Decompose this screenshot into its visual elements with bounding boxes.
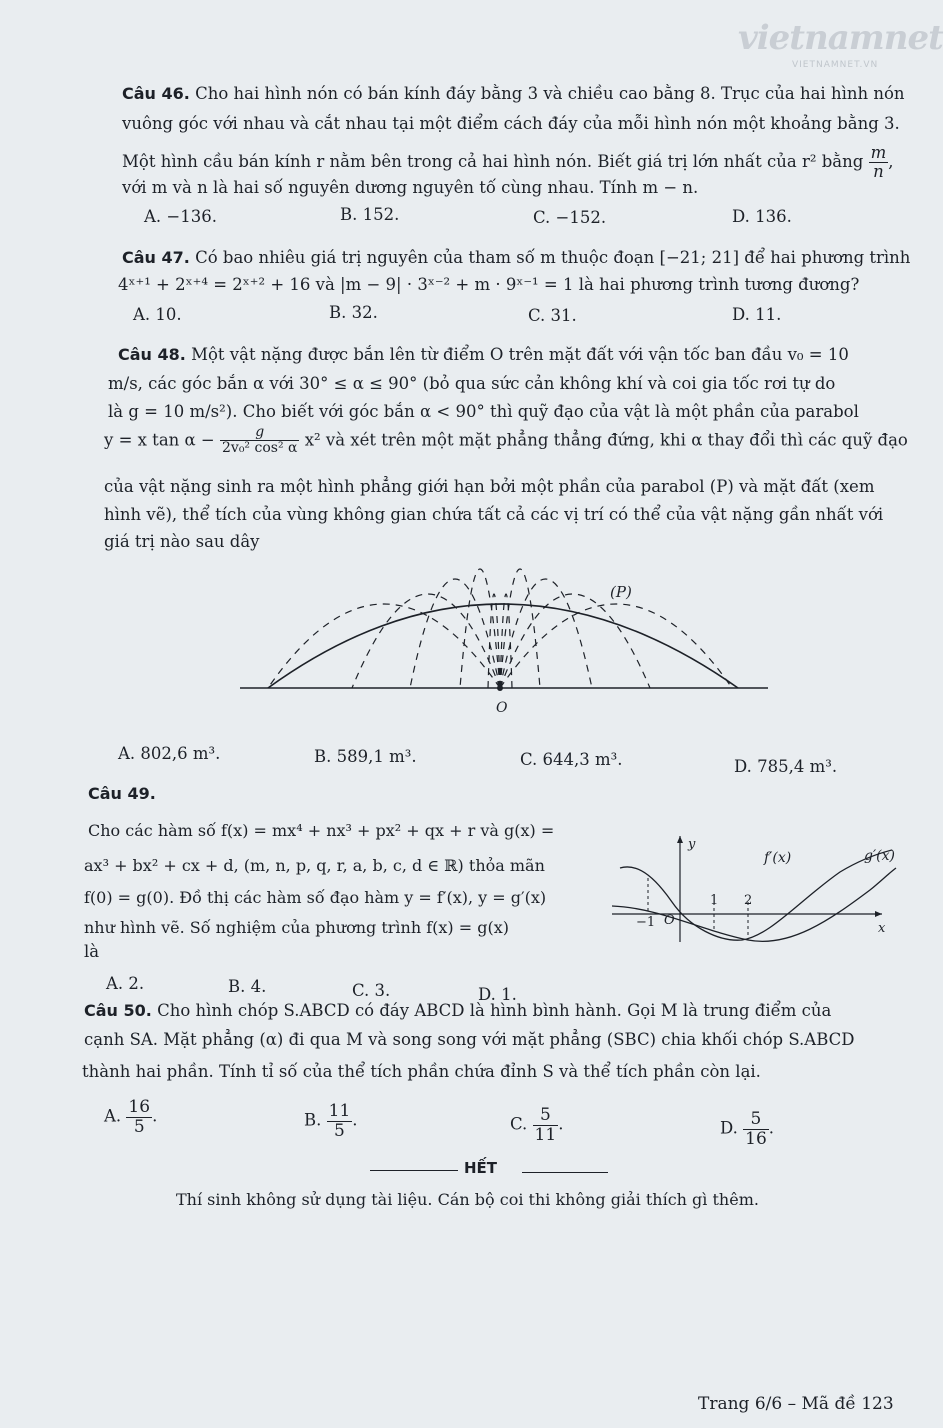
q49-line3: f(0) = g(0). Đồ thị các hàm số đạo hàm y = f′(x), y = g′(x): [84, 888, 547, 907]
end-marker: HẾT: [464, 1159, 498, 1177]
q50-text1: Cho hình chóp S.ABCD có đáy ABCD là hình bình hành. Gọi M là trung điểm của: [157, 1001, 832, 1020]
label-2: 2: [744, 893, 753, 908]
q49-option-a: A. 2.: [106, 974, 145, 993]
logo-sub: VIETNAMNET.VN: [792, 60, 879, 70]
page-number: Trang 6/6 – Mã đề 123: [698, 1394, 894, 1414]
trajectory-curves: [268, 569, 732, 688]
x-axis-arrow: [875, 911, 882, 917]
label-minus1: −1: [636, 915, 656, 930]
y-axis-arrow: [677, 836, 683, 843]
q47-option-b: B. 32.: [329, 303, 378, 322]
label-f-prime: f′(x): [764, 850, 792, 866]
q48-label: Câu 48.: [118, 345, 186, 364]
q49-line5: là: [84, 942, 100, 961]
q50-option-b: B. $\frac{11}{5}$ .: [304, 1101, 358, 1141]
label-origin: O: [664, 913, 675, 928]
q47-line2: 4ˣ⁺¹ + 2ˣ⁺⁴ = 2ˣ⁺² + 16 và |m − 9| · 3ˣ⁻² + m · 9ˣ⁻¹ = 1 là hai phương trình tương đương?: [118, 275, 860, 294]
q46-option-b: B. 152.: [340, 205, 400, 224]
q46-label: Câu 46.: [122, 84, 190, 103]
end-rule-left: [370, 1170, 458, 1171]
end-rule-right: [522, 1172, 608, 1173]
q48-option-c: C. 644,3 m³.: [520, 750, 623, 769]
q49-line2: ax³ + bx² + cx + d, (m, n, p, q, r, a, b, c, d ∈ ℝ) thỏa mãn: [84, 856, 545, 875]
label-x: x: [878, 921, 886, 936]
q46-option-a: A. −136.: [144, 207, 217, 226]
q49-line1: Cho các hàm số f(x) = mx⁴ + nx³ + px² + qx + r và g(x) =: [88, 821, 555, 840]
q50-line1: [84, 1001, 831, 1020]
q50-a-fraction: $\frac{16}{5}$: [128, 1097, 151, 1137]
q50-option-c: C. $\frac{5}{11}$ .: [510, 1105, 564, 1145]
q50-b-fraction: $\frac{11}{5}$: [328, 1101, 351, 1141]
q47-option-d: D. 11.: [732, 305, 782, 324]
q50-line2: cạnh SA. Mặt phẳng (α) đi qua M và song song với mặt phẳng (SBC) chia khối chóp S.ABCD: [84, 1030, 855, 1049]
q46-option-c: C. −152.: [533, 208, 607, 227]
q49-label: Câu 49.: [88, 784, 156, 803]
q50-d-fraction: $\frac{5}{16}$: [745, 1109, 767, 1149]
q46-fraction: $\frac{m}{n}$: [870, 143, 887, 182]
q48-option-d: D. 785,4 m³.: [734, 757, 838, 776]
q50-label: Câu 50.: [84, 1001, 152, 1020]
q47-label: Câu 47.: [122, 248, 190, 267]
q46-line2: vuông góc với nhau và cắt nhau tại một điểm cách đáy của mỗi hình nón một khoảng bằng 3.: [122, 114, 900, 133]
label-o: O: [496, 700, 508, 716]
logo-main: vietnamnet: [738, 18, 943, 58]
q48-fraction: $\frac{g}{\text{2v₀² cos² α}}$: [222, 424, 298, 457]
q46-line4: với m và n là hai số nguyên dương nguyên tố cùng nhau. Tính m − n.: [122, 178, 699, 197]
q46-text1: Cho hai hình nón có bán kính đáy bằng 3 và chiều cao bằng 8. Trục của hai hình nón: [195, 84, 905, 103]
q48-option-b: B. 589,1 m³.: [314, 747, 417, 766]
q48-line7: giá trị nào sau dây: [104, 532, 260, 551]
q47-text1: Có bao nhiêu giá trị nguyên của tham số m thuộc đoạn [−21; 21] để hai phương trình: [195, 248, 911, 267]
q50-option-a: A. $\frac{16}{5}$ .: [104, 1097, 158, 1137]
q48-line5: của vật nặng sinh ra một hình phẳng giới hạn bởi một phần của parabol (P) và mặt đất (xem: [104, 477, 875, 496]
q48-text4a: y = x tan α −: [104, 430, 215, 450]
q47-option-a: A. 10.: [133, 305, 182, 324]
q46-option-d: D. 136.: [732, 207, 792, 226]
q49-option-d: D. 1.: [478, 985, 517, 1004]
f-prime-curve: [620, 850, 892, 940]
q46-line3: Một hình cầu bán kính r nằm bên trong cả hai hình nón. Biết giá trị lớn nhất của r² bằng $\frac{m}{n}$ ,: [122, 143, 894, 182]
q49-option-c: C. 3.: [352, 981, 391, 1000]
point-o: [497, 685, 503, 691]
q48-line2: m/s, các góc bắn α với 30° ≤ α ≤ 90° (bỏ qua sức cản không khí và coi gia tốc rơi tự do: [108, 374, 836, 393]
q48-line6: hình vẽ), thể tích của vùng không gian chứa tất cả các vị trí có thể của vật nặng gần nhất với: [104, 505, 884, 524]
q49-line4: như hình vẽ. Số nghiệm của phương trình f(x) = g(x): [84, 918, 509, 937]
q48-text1: Một vật nặng được bắn lên từ điểm O trên mặt đất với vận tốc ban đầu v₀ = 10: [191, 345, 849, 364]
q48-option-a: A. 802,6 m³.: [118, 744, 221, 763]
label-y: y: [688, 837, 696, 852]
q50-option-d: D. $\frac{5}{16}$ .: [720, 1109, 775, 1149]
q48-text4b: x² và xét trên một mặt phẳng thẳng đứng, khi α thay đổi thì các quỹ đạo: [304, 430, 908, 450]
label-p: (P): [610, 583, 632, 601]
q49-graph: [612, 836, 896, 942]
footer-note: Thí sinh không sử dụng tài liệu. Cán bộ coi thi không giải thích gì thêm.: [176, 1190, 759, 1209]
label-g-prime: g′(x): [864, 848, 895, 864]
label-1: 1: [710, 893, 719, 908]
q46-text3: Một hình cầu bán kính r nằm bên trong cả hai hình nón. Biết giá trị lớn nhất của r² bằng: [122, 152, 864, 172]
q49-option-b: B. 4.: [228, 977, 267, 996]
q47-option-c: C. 31.: [528, 306, 577, 325]
q50-c-fraction: $\frac{5}{11}$: [534, 1105, 557, 1145]
q48-line3: là g = 10 m/s²). Cho biết với góc bắn α < 90° thì quỹ đạo của vật là một phần của parabol: [108, 402, 859, 421]
q50-line3: thành hai phần. Tính tỉ số của thể tích phần chứa đỉnh S và thể tích phần còn lại.: [82, 1062, 761, 1081]
g-prime-curve: [612, 868, 896, 941]
